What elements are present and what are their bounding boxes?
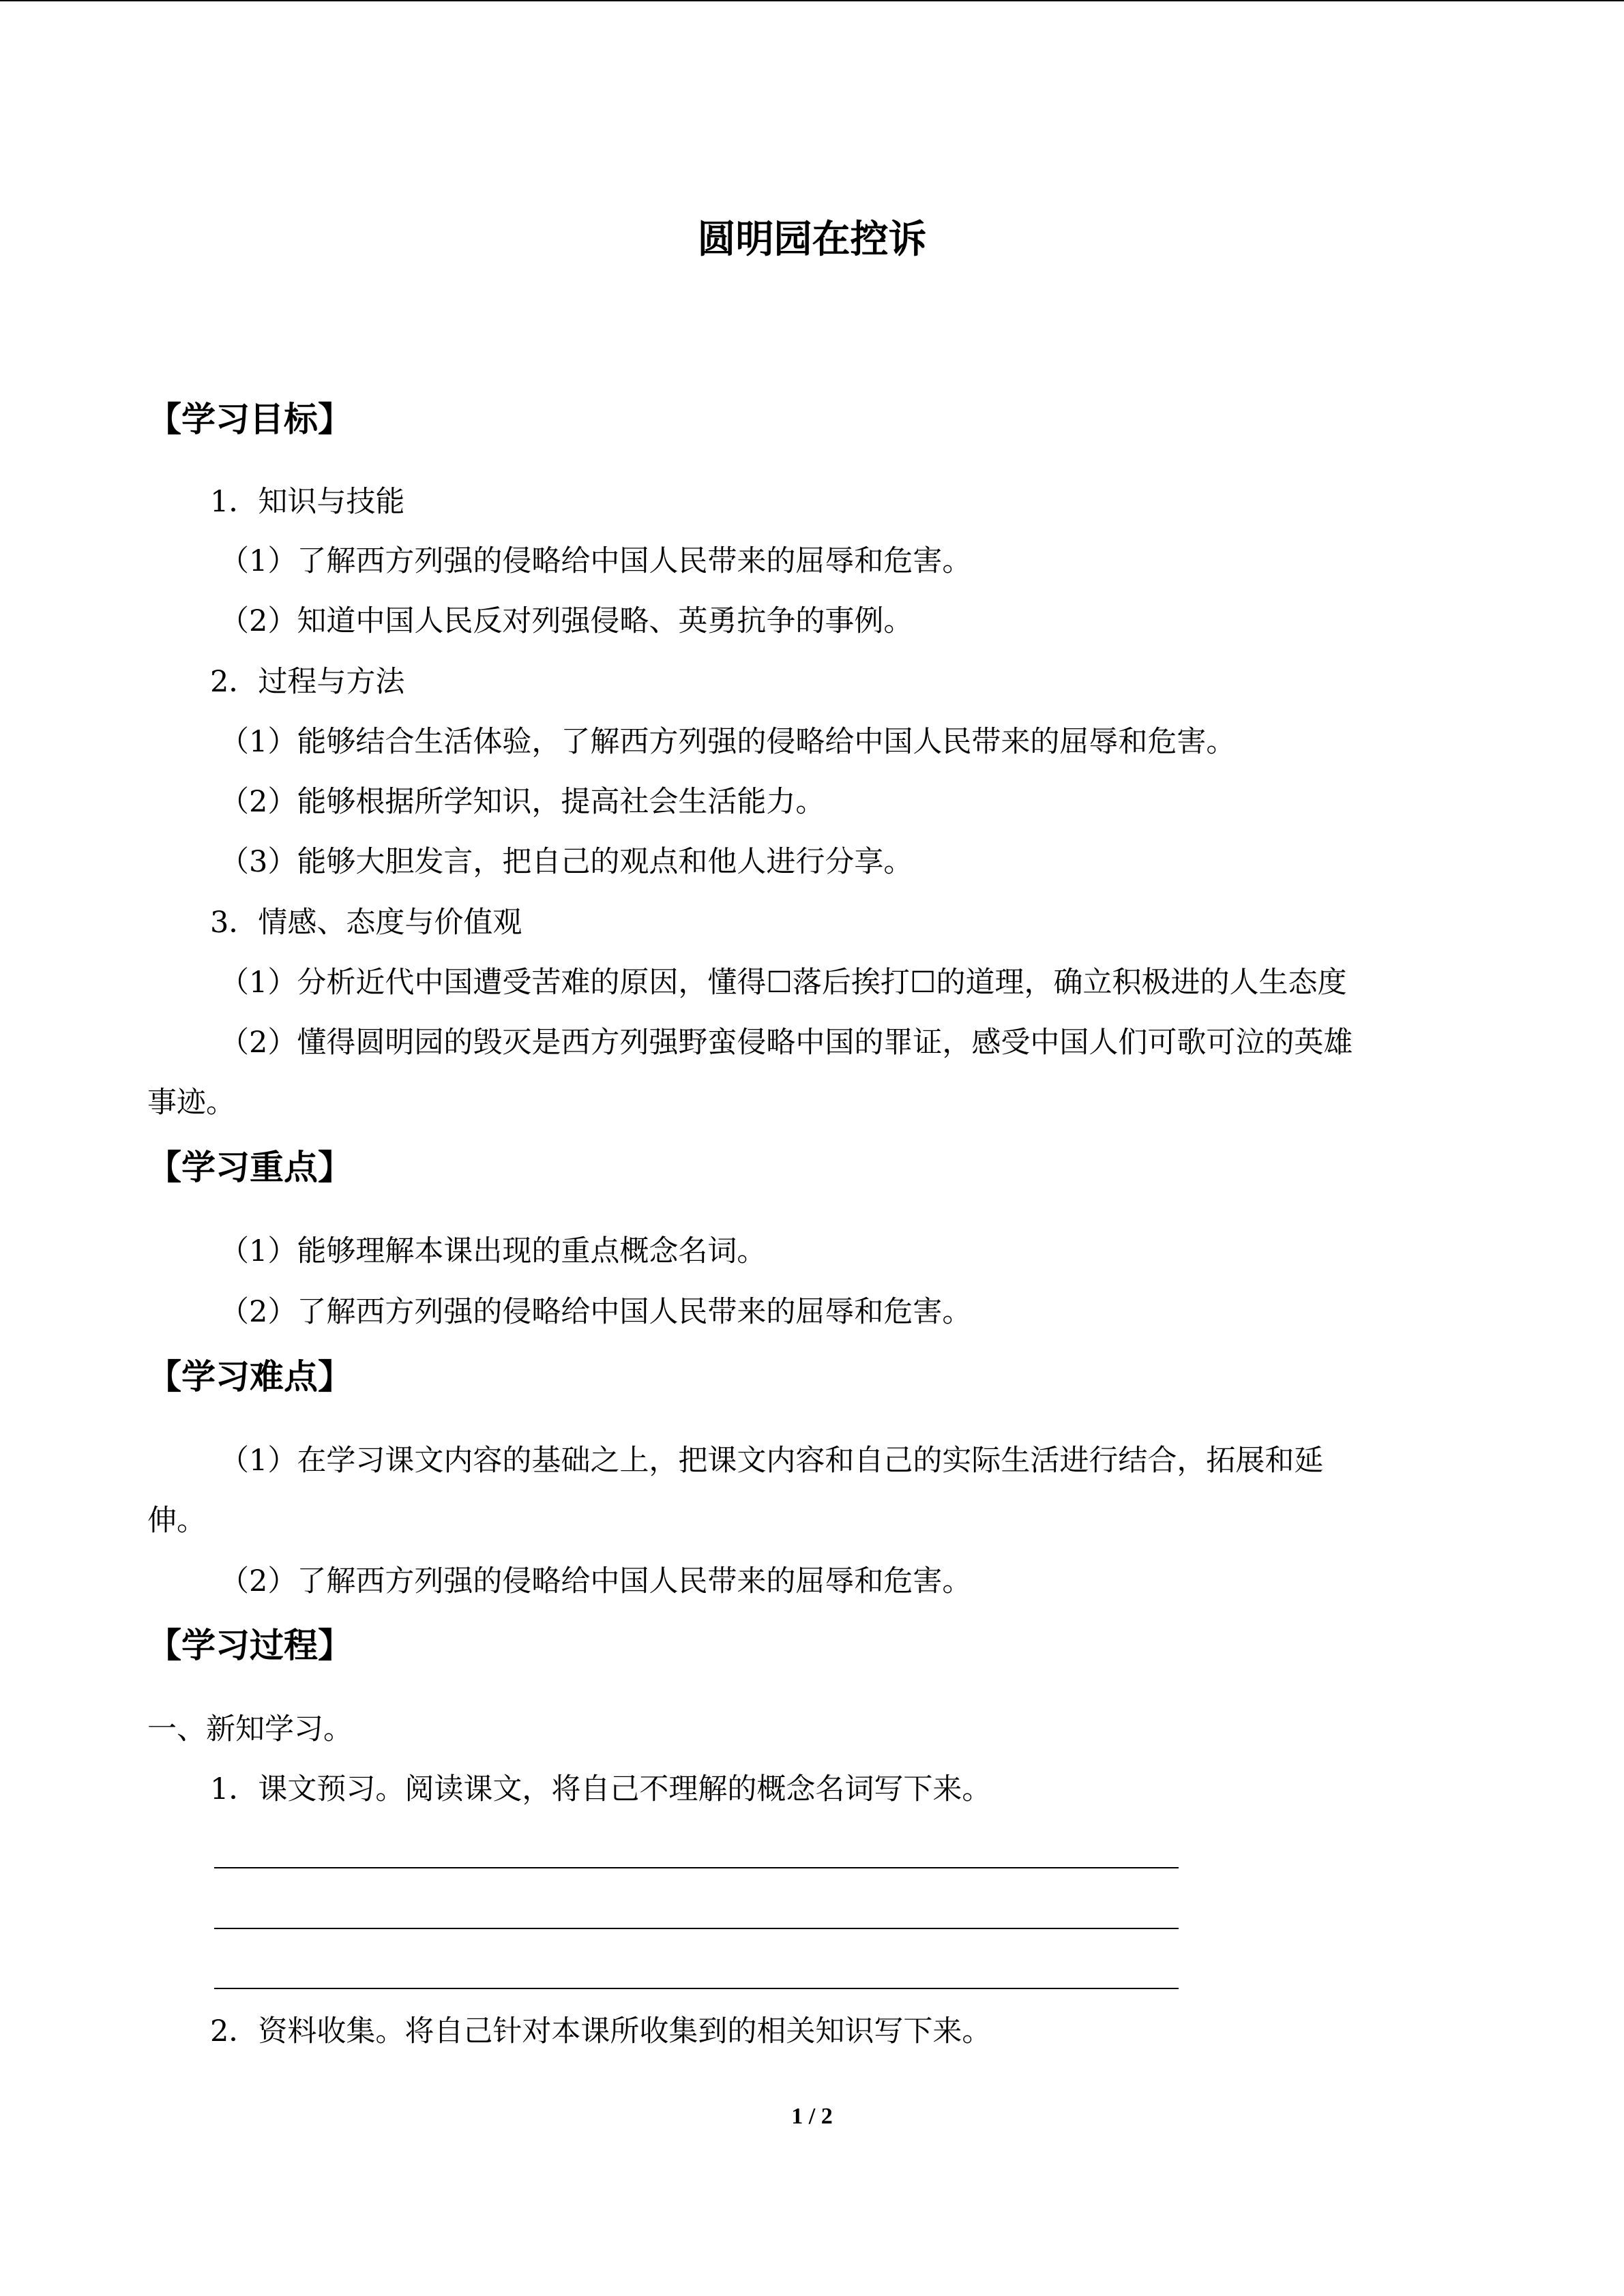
- answer-blank-line[interactable]: [214, 1867, 1179, 1868]
- process-part-1: 一、新知学习。: [147, 1712, 353, 1746]
- process-task-2: 2．资料收集。将自己针对本课所收集到的相关知识写下来。: [210, 2014, 992, 2048]
- key-point-item: （1）能够理解本课出现的重点概念名词。: [220, 1234, 767, 1268]
- heading-difficulties: 【学习难点】: [147, 1357, 352, 1397]
- objective-item: （1）分析近代中国遭受苦难的原因，懂得☐落后挨打☐的道理，确立积极进的人生态度: [220, 966, 1347, 1000]
- objective-category-1: 1．知识与技能: [210, 485, 405, 519]
- heading-objectives: 【学习目标】: [147, 400, 352, 439]
- answer-blank-line[interactable]: [214, 1928, 1179, 1929]
- objective-item: （2）知道中国人民反对列强侵略、英勇抗争的事例。: [220, 604, 913, 638]
- top-border-line: [0, 0, 1624, 1]
- heading-key-points: 【学习重点】: [147, 1148, 352, 1187]
- objective-item: （1）能够结合生活体验，了解西方列强的侵略给中国人民带来的屈辱和危害。: [220, 725, 1236, 759]
- objective-item: （3）能够大胆发言，把自己的观点和他人进行分享。: [220, 845, 913, 879]
- difficulty-item: （1）在学习课文内容的基础之上，把课文内容和自己的实际生活进行结合，拓展和延: [220, 1444, 1324, 1478]
- objective-item-continuation: 事迹。: [147, 1086, 235, 1120]
- difficulty-item-continuation: 伸。: [147, 1504, 206, 1538]
- key-point-item: （2）了解西方列强的侵略给中国人民带来的屈辱和危害。: [220, 1295, 972, 1329]
- process-task-1: 1．课文预习。阅读课文，将自己不理解的概念名词写下来。: [210, 1772, 992, 1806]
- page-number: 1 / 2: [791, 2104, 833, 2129]
- difficulty-item: （2）了解西方列强的侵略给中国人民带来的屈辱和危害。: [220, 1564, 972, 1598]
- heading-process: 【学习过程】: [147, 1626, 352, 1665]
- objective-category-2: 2．过程与方法: [210, 665, 405, 699]
- objective-item: （2）能够根据所学知识，提高社会生活能力。: [220, 785, 825, 819]
- page-title: 圆明园在控诉: [697, 218, 927, 262]
- objective-item: （1）了解西方列强的侵略给中国人民带来的屈辱和危害。: [220, 544, 972, 578]
- answer-blank-line[interactable]: [214, 1988, 1179, 1989]
- objective-item: （2）懂得圆明园的毁灭是西方列强野蛮侵略中国的罪证，感受中国人们可歌可泣的英雄: [220, 1026, 1353, 1060]
- objective-category-3: 3．情感、态度与价值观: [210, 906, 522, 940]
